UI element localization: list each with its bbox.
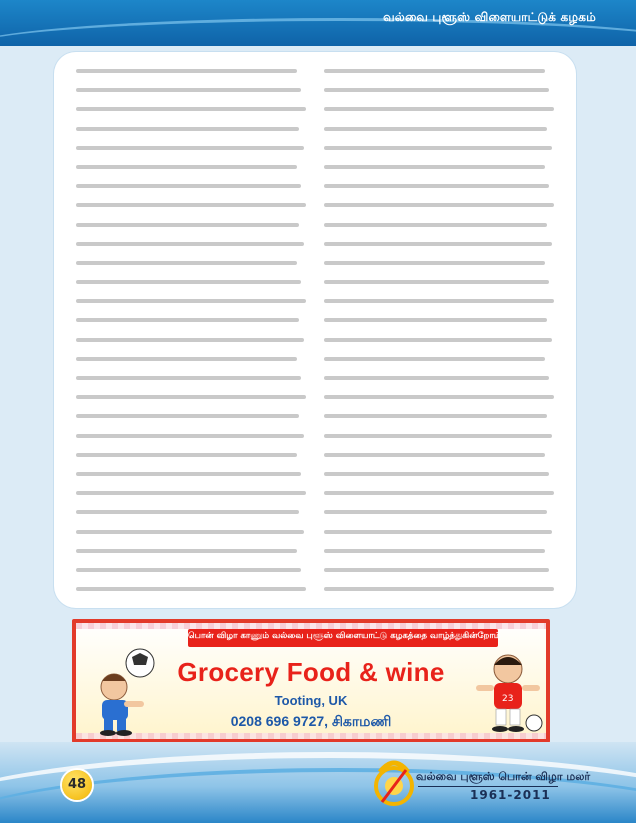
page-number: 48 xyxy=(62,770,92,800)
article-text-line xyxy=(76,568,306,582)
article-column-left xyxy=(76,64,306,594)
article-text-line-bar xyxy=(324,472,549,476)
ad-title: Grocery Food & wine xyxy=(177,657,445,687)
article-text-line-bar xyxy=(76,88,301,92)
article-text-line-bar xyxy=(324,242,552,246)
article-text-line-bar xyxy=(76,223,299,227)
article-text-line xyxy=(324,491,554,505)
article-text-line xyxy=(324,587,554,594)
article-text-line-bar xyxy=(76,453,297,457)
article-text-line-bar xyxy=(324,376,549,380)
article-text-line xyxy=(76,434,306,448)
article-text-line xyxy=(324,568,554,582)
article-text-line-bar xyxy=(76,568,301,572)
article-text-line xyxy=(324,434,554,448)
footer-publication-title: வல்வை புளூஸ் பொன் விழா மலர் xyxy=(416,770,591,783)
article-text-line xyxy=(324,242,554,256)
article-text-line xyxy=(76,549,306,563)
article-text-line xyxy=(76,165,306,179)
article-text-line-bar xyxy=(324,184,549,188)
ad-phone: 0208 696 9727, சிகாமணி xyxy=(230,713,392,729)
article-text-line xyxy=(76,530,306,544)
article-text-line-bar xyxy=(76,184,301,188)
article-text-line xyxy=(76,280,306,294)
article-text-line-bar xyxy=(324,318,547,322)
article-text-line xyxy=(76,242,306,256)
article-text-line-bar xyxy=(76,203,306,207)
article-text-line xyxy=(76,357,306,371)
article-text-line-bar xyxy=(324,587,554,591)
article-text-line-bar xyxy=(76,434,304,438)
article-text-line-bar xyxy=(324,223,547,227)
article-text-line-bar xyxy=(76,299,306,303)
article-text-line xyxy=(76,261,306,275)
article-text-line-bar xyxy=(76,280,301,284)
article-text-line-bar xyxy=(324,69,545,73)
article-text-line-bar xyxy=(76,127,299,131)
article-text-line-bar xyxy=(76,414,299,418)
article-text-line xyxy=(76,395,306,409)
article-text-line xyxy=(324,376,554,390)
article-text-line-bar xyxy=(324,491,554,495)
ad-tagline-bar xyxy=(188,629,501,647)
golden-jubilee-50-icon xyxy=(372,752,414,812)
article-text-line xyxy=(324,395,554,409)
ad-location: Tooting, UK xyxy=(274,693,348,708)
article-text-line-bar xyxy=(76,242,304,246)
article-text-line-bar xyxy=(76,261,297,265)
article-text-line xyxy=(324,299,554,313)
article-text-line-bar xyxy=(324,146,552,150)
article-text-line xyxy=(76,107,306,121)
article-column-right xyxy=(324,64,554,594)
article-text-line-bar xyxy=(76,510,299,514)
article-text-line-bar xyxy=(76,107,306,111)
article-text-line xyxy=(76,146,306,160)
article-text-line-bar xyxy=(324,338,552,342)
article-text-line xyxy=(324,530,554,544)
article-text-line xyxy=(324,88,554,102)
article-text-line-bar xyxy=(324,299,554,303)
article-text-line-bar xyxy=(76,357,297,361)
article-text-line xyxy=(324,472,554,486)
article-text-line-bar xyxy=(76,376,301,380)
article-text-line-bar xyxy=(324,549,545,553)
article-text-line xyxy=(324,69,554,83)
article-text-line-bar xyxy=(324,127,547,131)
article-text-line xyxy=(324,280,554,294)
article-text-line xyxy=(324,223,554,237)
article-text-line xyxy=(324,549,554,563)
article-text-line xyxy=(76,69,306,83)
article-text-line-bar xyxy=(324,568,549,572)
article-text-line xyxy=(76,376,306,390)
article-text-line xyxy=(76,223,306,237)
article-text-line xyxy=(324,510,554,524)
article-text-line-bar xyxy=(76,165,297,169)
article-text-line-bar xyxy=(324,88,549,92)
article-text-line-bar xyxy=(324,453,545,457)
article-text-line-bar xyxy=(324,434,552,438)
advertisement-banner xyxy=(72,619,550,743)
article-text-line xyxy=(76,88,306,102)
article-text-line xyxy=(324,414,554,428)
article-text-line xyxy=(76,587,306,594)
article-text-line xyxy=(324,453,554,467)
header-title: வல்வை புளூஸ் விளையாட்டுக் கழகம் xyxy=(383,10,596,24)
article-text-line-bar xyxy=(324,510,547,514)
svg-text:23: 23 xyxy=(502,694,514,704)
article-text-line xyxy=(76,453,306,467)
article-text-line xyxy=(324,107,554,121)
article-text-line-bar xyxy=(324,107,554,111)
article-text-line-bar xyxy=(76,530,304,534)
article-card xyxy=(54,52,576,608)
article-text-line xyxy=(324,203,554,217)
page-header-band xyxy=(0,0,636,46)
article-text-line xyxy=(76,510,306,524)
article-text-line-bar xyxy=(76,338,304,342)
footer-underline xyxy=(418,786,558,787)
article-text-line-bar xyxy=(76,318,299,322)
article-text-line xyxy=(324,165,554,179)
article-text-line xyxy=(76,299,306,313)
article-text-line xyxy=(76,472,306,486)
article-text-line-bar xyxy=(76,395,306,399)
article-text-line xyxy=(324,318,554,332)
article-text-line-bar xyxy=(324,414,547,418)
footer-years: 1961-2011 xyxy=(470,788,551,802)
article-text-line-bar xyxy=(76,587,306,591)
article-text-line xyxy=(76,491,306,505)
article-text-line-bar xyxy=(324,357,545,361)
article-text-line-bar xyxy=(76,491,306,495)
article-text-line-bar xyxy=(324,395,554,399)
article-text-line xyxy=(76,203,306,217)
article-text-line-bar xyxy=(76,472,301,476)
article-text-line xyxy=(324,127,554,141)
article-text-line-bar xyxy=(324,165,545,169)
article-text-line xyxy=(324,261,554,275)
article-text-line xyxy=(76,338,306,352)
article-text-line-bar xyxy=(324,280,549,284)
article-text-line-bar xyxy=(76,69,297,73)
article-text-line-bar xyxy=(324,261,545,265)
article-text-line-bar xyxy=(324,530,552,534)
ad-tagline: பொன் விழா காணும் வல்வை புளூஸ் விளையாட்டு கழகத்தை வாழ்த்துகின்றோம் xyxy=(188,631,501,641)
article-text-line xyxy=(76,318,306,332)
article-text-line xyxy=(324,146,554,160)
article-text-line xyxy=(324,184,554,198)
article-text-line xyxy=(324,338,554,352)
article-text-line xyxy=(76,127,306,141)
article-text-line-bar xyxy=(76,549,297,553)
article-text-line-bar xyxy=(324,203,554,207)
article-text-line xyxy=(76,414,306,428)
article-text-line xyxy=(76,184,306,198)
article-text-line xyxy=(324,357,554,371)
article-text-line-bar xyxy=(76,146,304,150)
